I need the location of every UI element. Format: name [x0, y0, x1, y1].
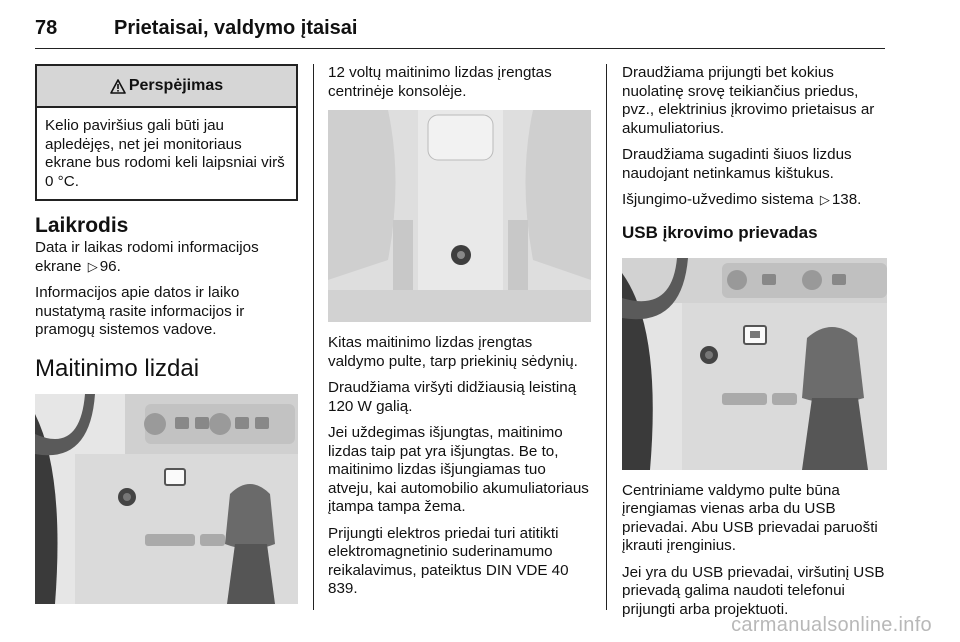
- outlet-paragraph-5: Prijungti elektros priedai turi atitikti elektromagnetinio suderinamumo reikalavimus, pateiktus DIN VDE 40 839.: [328, 524, 569, 597]
- watermark: carmanualsonline.info: [731, 614, 932, 636]
- warning-header: [37, 66, 296, 108]
- page-ref-arrow-icon: ▷: [87, 258, 98, 274]
- column-divider-2: [606, 64, 607, 610]
- warning-text: Kelio paviršius gali būti jau apledėjęs, net jei monitoriaus ekrane bus rodomi keli laipsniai virš 0 °C.: [45, 117, 285, 190]
- clock-page-ref: 96.: [99, 257, 121, 275]
- usb-paragraph-2: Jei yra du USB prievadai, viršutinį USB prievadą galima naudoti telefonui prijungti arba projektuoti.: [622, 563, 885, 618]
- section-heading-power-outlets: Maitinimo lizdai: [35, 354, 200, 382]
- stop-start-paragraph: [622, 191, 887, 210]
- photo-console-usb-outlet: [35, 394, 298, 604]
- accessory-paragraph-2: Draudžiama sugadinti šiuos lizdus naudojant netinkamus kištukus.: [622, 146, 852, 182]
- warning-triangle-icon: [110, 79, 126, 94]
- outlet-paragraph-4: Jei uždegimas išjungtas, maitinimo lizdas taip pat yra išjungtas. Be to, maitinimo lizdas išjungiamas tuo atveju, kai automobilio akumuliatoriaus įtampa tampa žema.: [328, 424, 589, 515]
- clock-paragraph-1: [35, 239, 298, 276]
- clock-paragraph-2: Informacijos apie datos ir laiko nustatymą rasite informacijos ir pramogų sistemos vadove.: [35, 284, 245, 338]
- page-number: 78: [35, 17, 58, 39]
- usb-paragraph-1: Centriniame valdymo pulte būna įrengiamas vienas arba du USB prievadai. Abu USB prievadai paruošti įkrauti įrenginius.: [622, 481, 878, 554]
- column-1: [35, 64, 298, 604]
- photo-usb-port: [622, 258, 887, 470]
- section-heading-clock: Laikrodis: [35, 214, 129, 237]
- column-3: [622, 64, 887, 627]
- outlet-paragraph-3: Draudžiama viršyti didžiausią leistiną 120 W galią.: [328, 379, 577, 415]
- warning-title: Perspėjimas: [128, 77, 224, 94]
- column-2: [328, 64, 591, 607]
- page-ref-arrow-icon: ▷: [819, 192, 830, 207]
- section-heading-usb: USB įkrovimo prievadas: [622, 222, 818, 242]
- accessory-paragraph-1: Draudžiama prijungti bet kokius nuolatinę srovę teikiančius priedus, pvz., elektrinius įkrovimo prietaisus ar akumuliatorius.: [622, 64, 875, 137]
- column-divider-1: [313, 64, 314, 610]
- outlet-paragraph-2: Kitas maitinimo lizdas įrengtas valdymo pulte, tarp priekinių sėdynių.: [328, 334, 578, 370]
- chapter-title: Prietaisai, valdymo įtaisai: [114, 17, 358, 39]
- clock-text: Data ir laikas rodomi informacijos ekrane: [35, 239, 259, 275]
- photo-center-console-outlet: [328, 110, 591, 322]
- warning-box: [35, 64, 298, 201]
- stop-start-text: Išjungimo-užvedimo sistema: [622, 191, 814, 208]
- stop-start-page-ref: 138.: [831, 191, 862, 208]
- outlet-paragraph-1: 12 voltų maitinimo lizdas įrengtas centrinėje konsolėje.: [328, 64, 552, 100]
- page-header: [35, 12, 885, 49]
